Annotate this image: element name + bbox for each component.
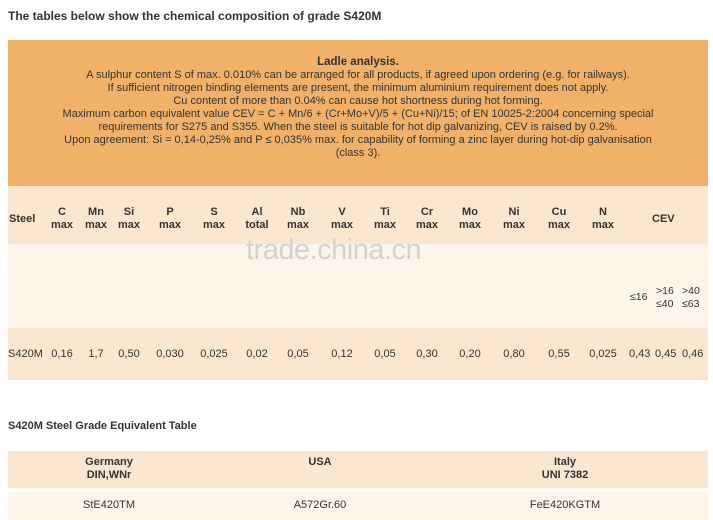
element-symbol: Ni xyxy=(508,206,520,218)
cev-sub-40-63-bottom: ≤63 xyxy=(682,298,700,310)
element-symbol: S xyxy=(210,206,218,218)
header-line: Italy xyxy=(553,456,576,468)
value-al: 0,02 xyxy=(246,348,268,360)
notes-title: Ladle analysis. xyxy=(317,56,399,68)
cev-sub-40-63-top: >40 xyxy=(682,285,700,297)
value-cr: 0,30 xyxy=(416,348,438,360)
element-header-ti xyxy=(365,206,405,232)
watermark: trade.china.cn xyxy=(246,234,422,266)
element-symbol: C xyxy=(58,206,66,218)
element-header-s xyxy=(194,206,234,232)
element-limit: max xyxy=(202,219,226,231)
element-header-nb xyxy=(278,206,318,232)
grade-cell: S420M xyxy=(8,348,43,360)
element-symbol: Al xyxy=(251,206,263,218)
value-mo: 0,20 xyxy=(459,348,481,360)
element-limit: max xyxy=(415,219,439,231)
element-symbol: V xyxy=(338,206,346,218)
cev-header: CEV xyxy=(652,213,675,225)
value-nb: 0,05 xyxy=(287,348,309,360)
element-symbol: N xyxy=(599,206,607,218)
equivalent-table-title: S420M Steel Grade Equivalent Table xyxy=(8,420,197,432)
ladle-analysis-notes xyxy=(8,40,708,186)
element-symbol: Mo xyxy=(462,206,478,218)
value-mn: 1,7 xyxy=(88,348,104,360)
element-limit: max xyxy=(502,219,526,231)
element-symbol: Nb xyxy=(290,206,306,218)
element-symbol: Cr xyxy=(420,206,434,218)
header-line: UNI 7382 xyxy=(541,469,589,481)
equivalent-header-germany xyxy=(8,456,210,482)
value-n: 0,025 xyxy=(589,348,617,360)
notes-line: Cu content of more than 0.04% can cause hot shortness during hot forming. xyxy=(173,95,543,107)
value-v: 0,12 xyxy=(331,348,353,360)
header-line: DIN,WNr xyxy=(86,469,132,481)
cev-value-3: 0,46 xyxy=(682,348,704,360)
element-limit: total xyxy=(245,219,269,231)
steel-header: Steel xyxy=(9,213,36,225)
element-limit: max xyxy=(158,219,182,231)
element-symbol: Ti xyxy=(380,206,390,218)
element-symbol: Cu xyxy=(551,206,567,218)
cev-sub-16-40-top: >16 xyxy=(656,285,674,297)
equivalent-value-germany: StE420TM xyxy=(83,499,135,511)
equivalent-header-usa xyxy=(220,456,420,469)
element-header-al xyxy=(237,206,277,232)
header-line: Germany xyxy=(85,456,133,468)
element-header-n xyxy=(583,206,623,232)
notes-line: A sulphur content S of max. 0.010% can be arranged for all products, if agreed upon ordering (e.g. for railways). xyxy=(86,69,630,81)
element-limit: max xyxy=(547,219,571,231)
cev-value-1: 0,43 xyxy=(629,348,651,360)
element-limit: max xyxy=(50,219,74,231)
element-limit: max xyxy=(84,219,108,231)
element-header-si xyxy=(109,206,149,232)
element-limit: max xyxy=(117,219,141,231)
intro-heading: The tables below show the chemical composition of grade S420M xyxy=(8,9,382,23)
equivalent-value-italy: FeE420KGTM xyxy=(529,499,601,511)
element-limit: max xyxy=(286,219,310,231)
value-c: 0,16 xyxy=(51,348,73,360)
cev-value-2: 0,45 xyxy=(655,348,677,360)
header-line: USA xyxy=(308,456,332,468)
value-cu: 0,55 xyxy=(548,348,570,360)
element-limit: max xyxy=(591,219,615,231)
equivalent-header-italy xyxy=(430,456,700,482)
element-symbol: P xyxy=(166,206,174,218)
element-header-cr xyxy=(407,206,447,232)
element-header-v xyxy=(322,206,362,232)
element-symbol: Si xyxy=(123,206,135,218)
element-limit: max xyxy=(373,219,397,231)
value-si: 0,50 xyxy=(118,348,140,360)
notes-line: Maximum carbon equivalent value CEV = C + Mn/6 + (Cr+Mo+V)/5 + (Cu+Ni)/15; of EN 10025-2:2004 concerning special xyxy=(62,108,654,120)
value-s: 0,025 xyxy=(200,348,228,360)
value-ti: 0,05 xyxy=(374,348,396,360)
element-header-mo xyxy=(450,206,490,232)
element-header-ni xyxy=(494,206,534,232)
notes-line: Upon agreement: Si = 0,14-0,25% and P ≤ 0,035% max. for capability of forming a zinc layer during hot-dip galvanisation xyxy=(64,134,652,146)
cev-sub-le16: ≤16 xyxy=(630,291,648,303)
value-ni: 0,80 xyxy=(503,348,525,360)
notes-line: If sufficient nitrogen binding elements are present, the minimum aluminium requirement does not apply. xyxy=(107,82,609,94)
cev-sub-16-40-bottom: ≤40 xyxy=(656,298,674,310)
element-header-cu xyxy=(539,206,579,232)
equivalent-value-usa: A572Gr.60 xyxy=(293,499,347,511)
element-limit: max xyxy=(458,219,482,231)
element-header-p xyxy=(150,206,190,232)
element-symbol: Mn xyxy=(88,206,104,218)
notes-line: requirements for S275 and S355. When the steel is suitable for hot dip galvanizing, CEV is raised by 0.2%. xyxy=(98,121,618,133)
notes-line: (class 3). xyxy=(335,147,381,159)
value-p: 0,030 xyxy=(156,348,184,360)
element-limit: max xyxy=(330,219,354,231)
